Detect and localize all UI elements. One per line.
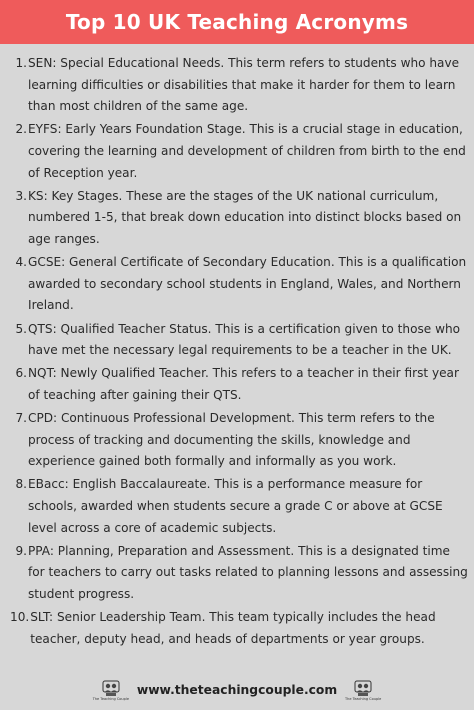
list-item <box>10 363 468 406</box>
item-number: 9. <box>15 543 27 558</box>
list-item <box>10 607 468 650</box>
item-number: 2. <box>15 122 27 137</box>
item-number: 8. <box>15 477 27 492</box>
item-text: EYFS: Early Years Foundation Stage. This is a crucial stage in education, covering the learning and development of children from birth to the end of Reception year. <box>28 122 466 180</box>
logo-caption: The Teaching Couple <box>345 696 382 701</box>
item-text: GCSE: General Certificate of Secondary Education. This is a qualification awarded to secondary school students in England, Wales, and Northern Ireland. <box>28 255 467 313</box>
list-item <box>10 186 468 251</box>
item-text: PPA: Planning, Preparation and Assessment. This is a designated time for teachers to carry out tasks related to planning lessons and assessing student progress. <box>28 543 468 601</box>
website-link[interactable]: www.theteachingcouple.com <box>136 683 338 697</box>
item-number: 10. <box>10 610 30 625</box>
item-text: KS: Key Stages. These are the stages of the UK national curriculum, numbered 1-5, that break down education into distinct blocks based on age ranges. <box>28 188 462 246</box>
item-text: EBacc: English Baccalaureate. This is a performance measure for schools, awarded when students secure a grade C or above at GCSE level across a core of academic subjects. <box>28 477 443 535</box>
list-item <box>10 252 468 317</box>
item-number: 7. <box>15 411 27 426</box>
teaching-couple-logo-icon <box>92 678 129 702</box>
list-item <box>10 541 468 606</box>
item-text: CPD: Continuous Professional Development. This term refers to the process of tracking and documenting the skills, knowledge and experience gained both formally and informally as you work. <box>28 411 435 469</box>
list-item <box>10 119 468 184</box>
title-banner <box>0 0 474 44</box>
list-item <box>10 53 468 118</box>
acronym-list <box>10 53 468 652</box>
item-number: 1. <box>15 56 27 70</box>
list-item <box>10 474 468 539</box>
footer <box>0 677 474 703</box>
item-text: SLT: Senior Leadership Team. This team typically includes the head teacher, deputy head, and heads of departments or year groups. <box>30 610 436 646</box>
list-item <box>10 319 468 362</box>
item-number: 5. <box>15 321 27 336</box>
item-text: SEN: Special Educational Needs. This term refers to students who have learning difficulties or disabilities that make it harder for them to learn than most children of the same age. <box>28 56 460 114</box>
logo-caption: The Teaching Couple <box>92 696 129 701</box>
item-number: 4. <box>15 255 27 270</box>
teaching-couple-logo-icon <box>345 678 382 702</box>
list-item <box>10 408 468 473</box>
item-number: 6. <box>15 366 27 381</box>
item-number: 3. <box>15 188 27 203</box>
item-text: QTS: Qualified Teacher Status. This is a certification given to those who have met the necessary legal requirements to be a teacher in the UK. <box>28 321 461 358</box>
item-text: NQT: Newly Qualified Teacher. This refers to a teacher in their first year of teaching after gaining their QTS. <box>28 366 459 402</box>
page-title: Top 10 UK Teaching Acronyms <box>65 10 409 34</box>
